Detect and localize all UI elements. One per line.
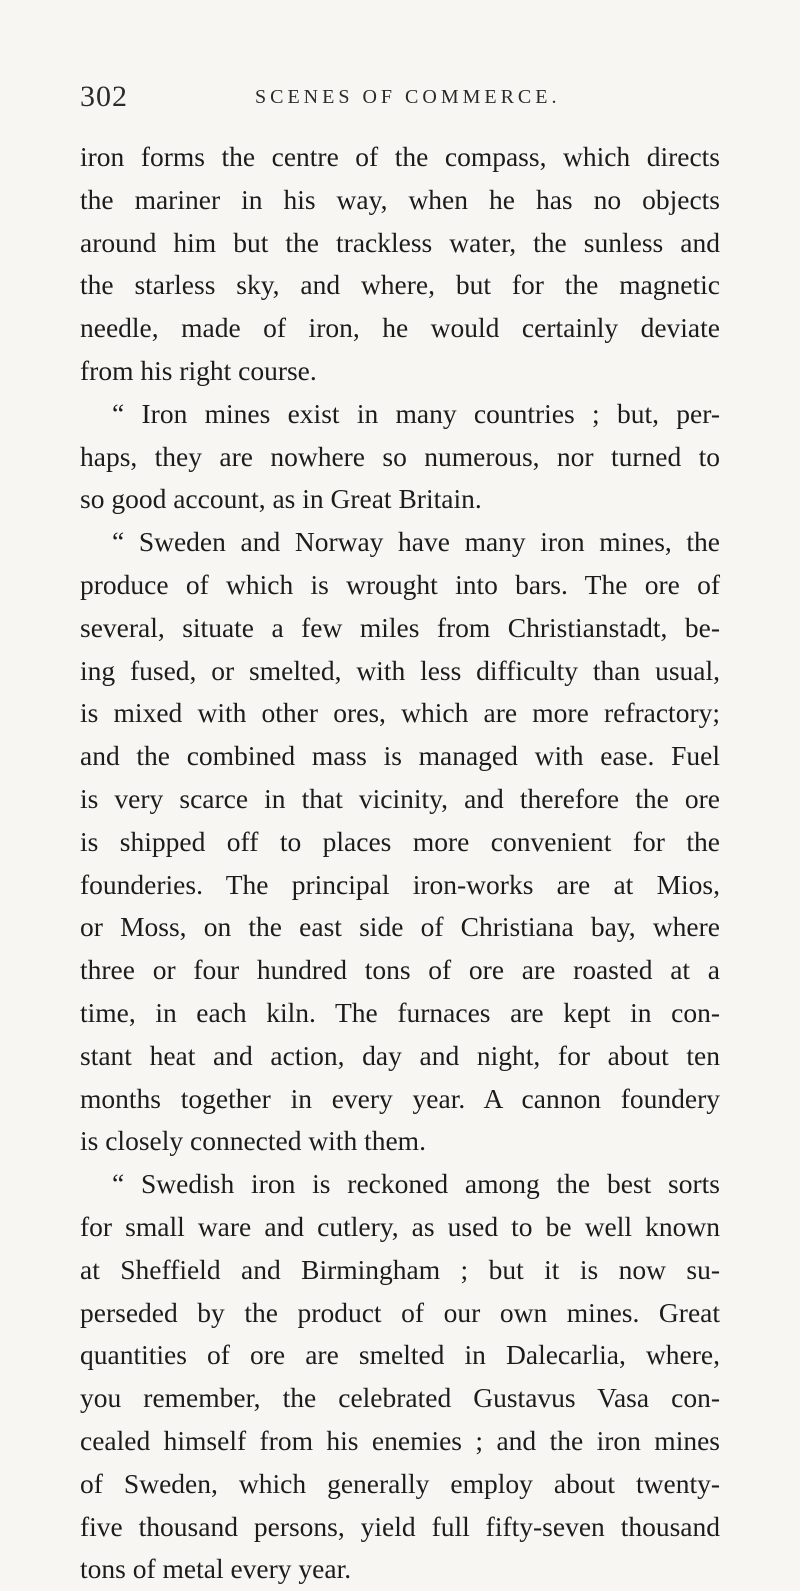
text-line: “ Sweden and Norway have many iron mines, the [112,526,720,558]
text-line: three or four hundred tons of ore are roasted at a [80,954,720,986]
text-line: cealed himself from his enemies ; and the iron mines [80,1424,720,1456]
text-line: is mixed with other ores, which are more refractory; [80,697,720,729]
text-line: at Sheffield and Birmingham ; but it is now su- [80,1253,720,1285]
running-title: SCENES OF COMMERCE. [255,86,561,108]
text-line: you remember, the celebrated Gustavus Vasa con- [80,1382,720,1414]
text-line: time, in each kiln. The furnaces are kept in con- [80,996,720,1028]
text-line: quantities of ore are smelted in Dalecarlia, where, [80,1339,720,1371]
text-line: months together in every year. A cannon foundery [80,1082,720,1114]
text-line: “ Iron mines exist in many countries ; but, per- [112,397,720,429]
text-line: five thousand persons, yield full fifty-seven thousand [80,1510,720,1542]
text-line: from his right course. [80,354,317,386]
text-line: ing fused, or smelted, with less difficulty than usual, [80,654,720,686]
text-line: “ Swedish iron is reckoned among the best sorts [112,1168,720,1200]
text-line: iron forms the centre of the compass, which directs [80,141,720,172]
body-text [80,136,720,1591]
text-line: produce of which is wrought into bars. The ore of [80,568,720,600]
text-line: perseded by the product of our own mines. Great [80,1296,720,1328]
text-line: of Sweden, which generally employ about twenty- [80,1467,720,1499]
text-line: founderies. The principal iron-works are at Mios, [80,868,720,900]
text-line: haps, they are nowhere so numerous, nor turned to [80,440,720,472]
running-head [80,80,720,120]
text-line: and the combined mass is managed with ease. Fuel [80,740,720,772]
text-line: around him but the trackless water, the sunless and [80,226,720,258]
text-line: or Moss, on the east side of Christiana bay, where [80,911,720,943]
text-line: is closely connected with them. [80,1125,426,1157]
page-number: 302 [80,80,128,113]
text-line: tons of metal every year. [80,1553,352,1585]
text-line: for small ware and cutlery, as used to be well known [80,1210,720,1242]
text-line: stant heat and action, day and night, for about ten [80,1039,720,1071]
text-line: the starless sky, and where, but for the magnetic [80,269,720,301]
text-line: needle, made of iron, he would certainly deviate [80,312,720,344]
text-line: the mariner in his way, when he has no objects [80,183,720,215]
text-line: several, situate a few miles from Christianstadt, be- [80,611,720,643]
text-line: is very scarce in that vicinity, and therefore the ore [80,782,720,814]
text-line: so good account, as in Great Britain. [80,483,482,515]
text-line: is shipped off to places more convenient for the [80,825,720,857]
